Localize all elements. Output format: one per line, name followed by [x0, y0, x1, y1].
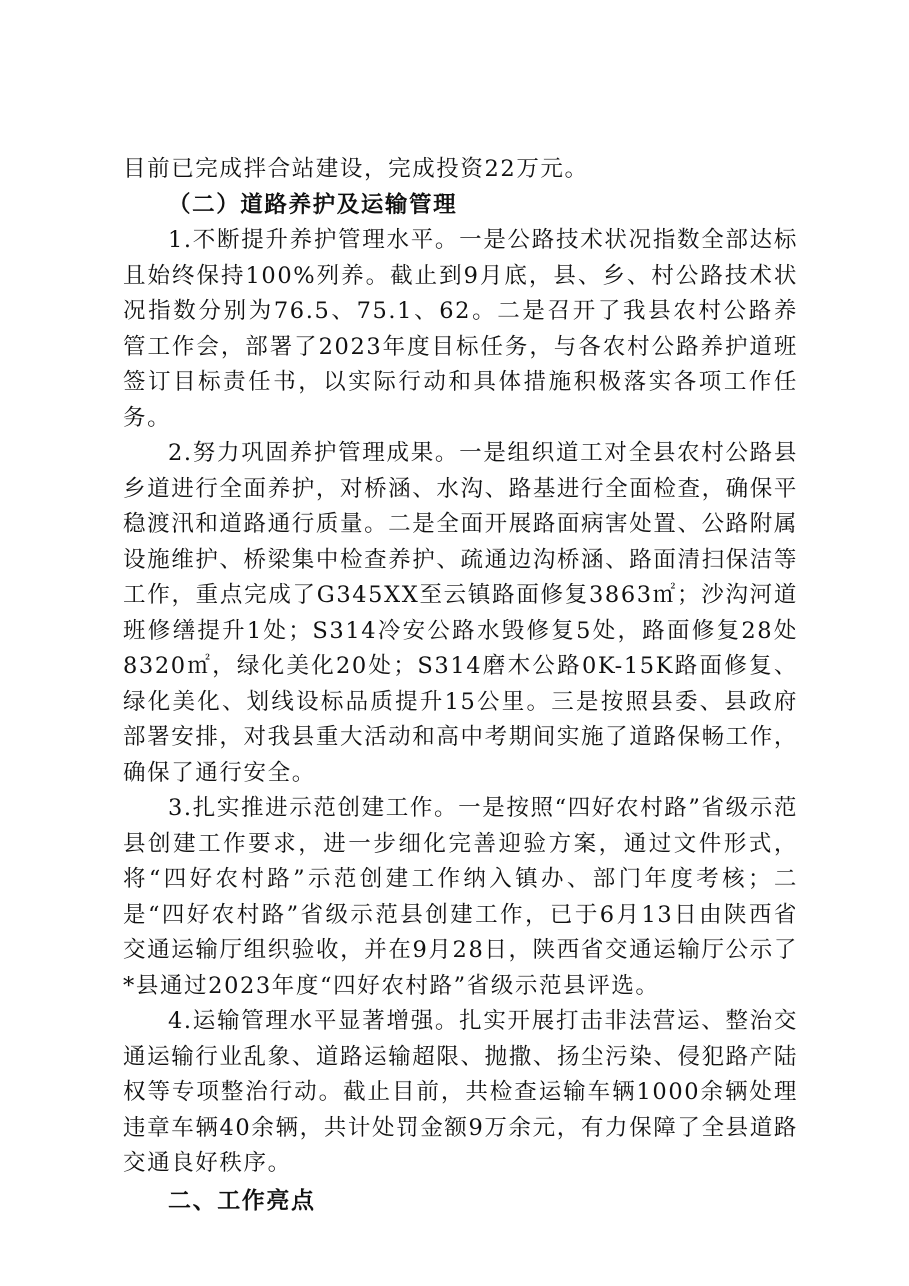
paragraph-maintenance-level: 1.不断提升养护管理水平。一是公路技术状况指数全部达标且始终保持100%列养。截止到9月底，县、乡、村公路技术状况指数分别为76.5、75.1、62。二是召开了我县农村公路养管工作会，部署了2023年度目标任务，与各农村公路养护道班签订目标责任书，以实际行动和具体措施积极落实各项工作任务。 [123, 227, 798, 431]
section-subheading-road-maintenance: （二）道路养护及运输管理 [168, 191, 458, 218]
document-body [123, 152, 798, 1219]
paragraph-demonstration-creation: 3.扎实推进示范创建工作。一是按照“四好农村路”省级示范县创建工作要求，进一步细化完善迎验方案，通过文件形式，将“四好农村路”示范创建工作纳入镇办、部门年度考核；二是“四好农村路”省级示范县创建工作，已于6月13日由陕西省交通运输厅组织验收，并在9月28日，陕西省交通运输厅公示了*县通过2023年度“四好农村路”省级示范县评选。 [123, 795, 798, 999]
paragraph-maintenance-results: 2.努力巩固养护管理成果。一是组织道工对全县农村公路县乡道进行全面养护，对桥涵、水沟、路基进行全面检查，确保平稳渡汛和道路通行质量。二是全面开展路面病害处置、公路附属设施维护、桥梁集中检查养护、疏通边沟桥涵、路面清扫保洁等工作，重点完成了G345XX至云镇路面修复3863㎡；沙沟河道班修缮提升1处；S314冷安公路水毁修复5处，路面修复28处8320㎡，绿化美化20处；S314磨木公路0K-15K路面修复、绿化美化、划线设标品质提升15公里。三是按照县委、县政府部署安排，对我县重大活动和高中考期间实施了道路保畅工作，确保了通行安全。 [123, 440, 798, 786]
section-heading-highlights: 二、工作亮点 [168, 1187, 316, 1214]
paragraph-continuation: 目前已完成拌合站建设，完成投资22万元。 [123, 156, 589, 182]
paragraph-transport-management: 4.运输管理水平显著增强。扎实开展打击非法营运、整治交通运输行业乱象、道路运输超限、抛撒、扬尘污染、侵犯路产陆权等专项整治行动。截止目前，共检查运输车辆1000余辆处理违章车辆40余辆，共计处罚金额9万余元，有力保障了全县道路交通良好秩序。 [123, 1008, 798, 1176]
